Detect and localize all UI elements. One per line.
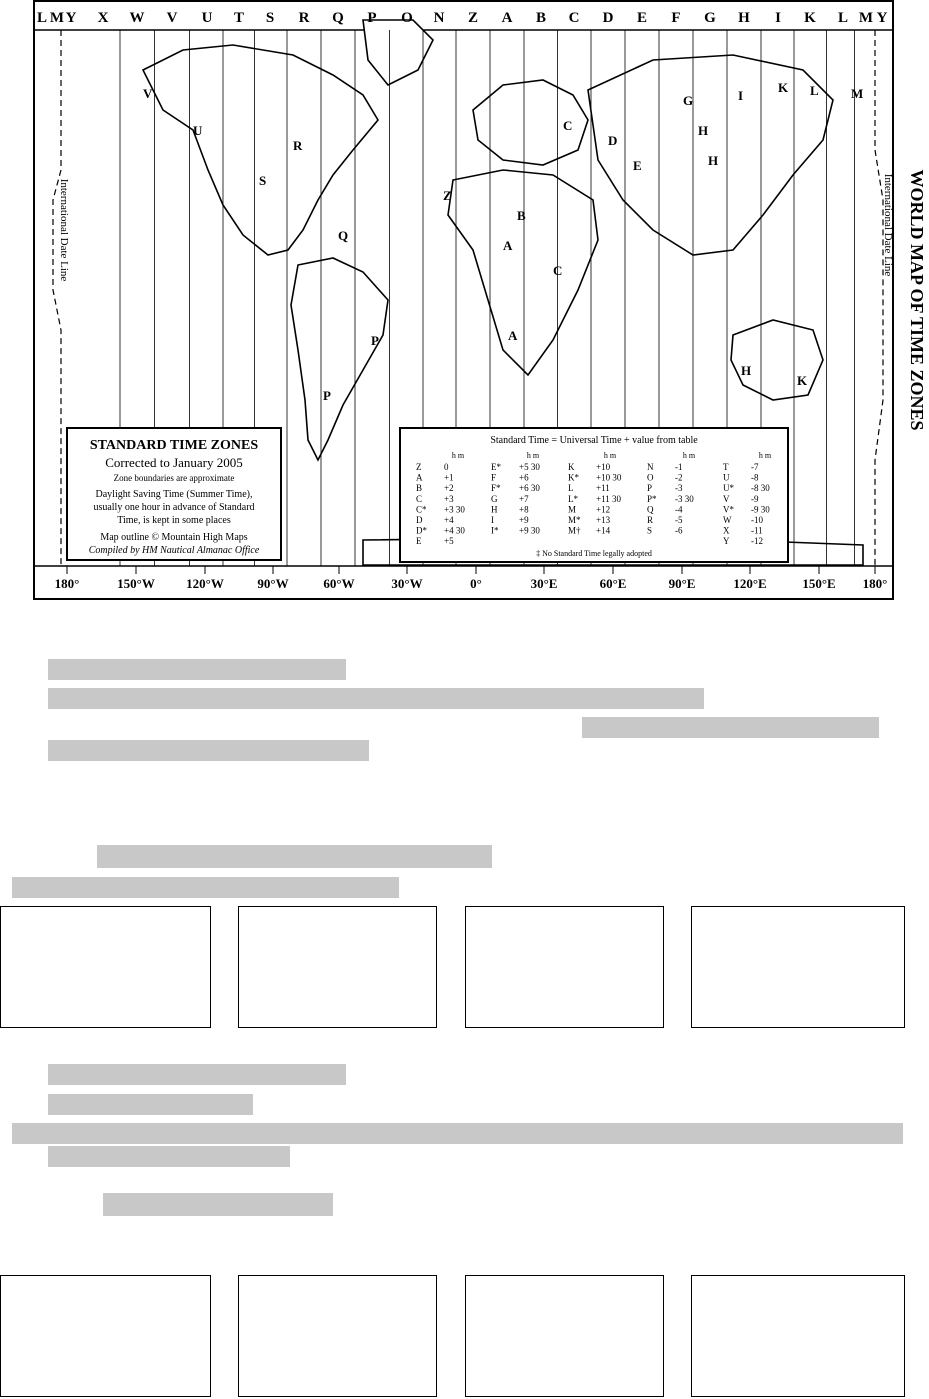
svg-text:A: A [508, 328, 518, 343]
date-line-label-right: International Date Line [882, 173, 894, 277]
table-zone-letter: G [491, 493, 498, 504]
answer-box-row1-4[interactable] [691, 906, 905, 1028]
legend-dst-line-3: Time, is kept in some places [117, 515, 231, 526]
svg-text:I: I [738, 88, 744, 103]
longitude-label: 120°W [186, 576, 224, 591]
top-zone-letter: S [265, 10, 275, 26]
top-zone-letter: Q [332, 10, 344, 26]
table-zone-offset: +6 30 [519, 483, 540, 494]
redacted-text-10 [48, 1146, 290, 1167]
top-zone-letter: I [775, 10, 781, 26]
table-zone-offset: -8 30 [751, 483, 770, 494]
top-zone-letter: L [36, 10, 48, 26]
table-zone-offset: -5 [675, 515, 683, 525]
table-zone-letter: K* [568, 472, 579, 483]
legend-offset-table [400, 428, 788, 562]
svg-text:K: K [797, 373, 808, 388]
table-zone-letter: I* [491, 525, 499, 536]
svg-text:H: H [698, 123, 709, 138]
table-zone-letter: F [491, 472, 497, 483]
table-zone-offset: +4 30 [444, 525, 465, 536]
table-zone-letter: F* [491, 483, 501, 494]
table-zone-letter: E [416, 536, 422, 547]
longitude-label: 60°W [323, 576, 355, 591]
longitude-label: 120°E [733, 576, 767, 591]
table-zone-letter: M [568, 504, 577, 515]
legend-dst-line-1: Daylight Saving Time (Summer Time), [95, 489, 253, 500]
table-hm-header: h m [682, 451, 696, 460]
longitude-label: 150°W [117, 576, 155, 591]
redacted-text-8 [48, 1094, 253, 1115]
longitude-label: 90°W [257, 576, 289, 591]
table-zone-offset: +10 [596, 462, 611, 472]
table-zone-offset: +4 [444, 515, 454, 525]
longitude-label: 0° [470, 576, 482, 591]
svg-text:Q: Q [338, 228, 349, 243]
table-zone-offset: +14 [596, 525, 611, 536]
svg-text:B: B [517, 208, 526, 223]
svg-text:P: P [371, 333, 379, 348]
map-canvas [33, 0, 929, 602]
svg-text:E: E [633, 158, 642, 173]
legend-dst-line-2: usually one hour in advance of Standard [93, 502, 255, 513]
top-zone-letter: F [671, 10, 681, 26]
redacted-text-7 [48, 1064, 346, 1085]
top-zone-letter: L [837, 10, 849, 26]
answer-box-row2-3[interactable] [465, 1275, 664, 1397]
legend-standard-time-zones [67, 428, 281, 560]
top-zone-letter: X [97, 10, 109, 26]
world-time-zone-map [33, 0, 929, 602]
table-zone-letter: Z [416, 462, 422, 472]
table-zone-offset: -9 [751, 493, 759, 504]
top-zone-letter: H [738, 10, 750, 26]
svg-text:R: R [293, 138, 303, 153]
table-zone-letter: U [723, 472, 730, 483]
table-zone-offset: -8 [751, 472, 759, 483]
redacted-text-11 [103, 1193, 333, 1216]
answer-box-row2-2[interactable] [238, 1275, 437, 1397]
table-zone-offset: +9 30 [519, 525, 540, 536]
table-zone-offset: +3 30 [444, 504, 465, 515]
svg-text:L: L [810, 83, 819, 98]
longitude-label: 30°E [530, 576, 558, 591]
top-zone-letter: R [298, 10, 310, 26]
table-zone-letter: E* [491, 462, 501, 472]
redacted-text-6 [12, 877, 399, 898]
legend-subtitle: Corrected to January 2005 [105, 455, 243, 470]
table-zone-offset: -10 [751, 515, 763, 525]
table-zone-offset: +3 [444, 493, 454, 504]
table-title: Standard Time = Universal Time + value from table [490, 435, 698, 446]
table-zone-letter: D* [416, 525, 427, 536]
table-zone-offset: -1 [675, 462, 683, 472]
longitude-label: 30°W [391, 576, 423, 591]
redacted-text-5 [97, 845, 492, 868]
table-zone-letter: L [568, 483, 574, 494]
longitude-label: 150°E [802, 576, 836, 591]
table-zone-letter: C [416, 493, 423, 504]
table-zone-offset: +7 [519, 493, 529, 504]
legend-credit-1: Map outline © Mountain High Maps [100, 532, 248, 543]
table-zone-letter: C* [416, 504, 427, 515]
svg-text:V: V [143, 86, 153, 101]
table-zone-letter: Q [647, 504, 654, 515]
table-zone-offset: -3 30 [675, 493, 694, 504]
svg-text:H: H [741, 363, 752, 378]
redacted-text-3 [582, 717, 879, 738]
svg-text:K: K [778, 80, 789, 95]
table-zone-offset: +13 [596, 515, 611, 525]
table-zone-letter: O [647, 472, 654, 483]
top-zone-letter: P [367, 10, 377, 26]
svg-text:G: G [683, 93, 694, 108]
top-zone-letter: Y [876, 10, 888, 26]
top-zone-letter: W [129, 10, 145, 26]
longitude-label: 180° [862, 576, 888, 591]
svg-text:P: P [323, 388, 331, 403]
table-zone-offset: -9 30 [751, 504, 770, 515]
longitude-label: 90°E [668, 576, 696, 591]
answer-box-row1-3[interactable] [465, 906, 664, 1028]
table-zone-offset: 0 [444, 462, 449, 472]
top-zone-letter: Y [65, 10, 77, 26]
table-zone-letter: K [568, 462, 575, 472]
top-zone-letter: A [501, 10, 513, 26]
svg-text:Z: Z [443, 188, 452, 203]
longitude-label: 60°E [599, 576, 627, 591]
table-zone-letter: W [723, 515, 732, 525]
answer-box-row1-2[interactable] [238, 906, 437, 1028]
answer-box-row2-1[interactable] [0, 1275, 211, 1397]
table-zone-letter: T [723, 462, 729, 472]
svg-text:S: S [259, 173, 267, 188]
table-zone-letter: D [416, 515, 423, 525]
svg-text:A: A [503, 238, 513, 253]
table-zone-offset: +11 [596, 483, 610, 494]
table-zone-offset: +12 [596, 504, 611, 515]
table-zone-offset: +8 [519, 504, 529, 515]
longitude-label: 180° [54, 576, 80, 591]
table-zone-letter: V [723, 493, 730, 504]
top-zone-letter: O [401, 10, 413, 26]
table-zone-offset: +2 [444, 483, 454, 494]
date-line-label-left: International Date Line [58, 178, 70, 282]
top-zone-letter: G [704, 10, 716, 26]
redacted-text-1 [48, 659, 346, 680]
svg-text:D: D [608, 133, 618, 148]
svg-text:U: U [193, 123, 203, 138]
top-zone-letter: M [858, 10, 874, 26]
table-hm-header: h m [758, 451, 772, 460]
map-side-title: WORLD MAP OF TIME ZONES [907, 169, 927, 431]
table-zone-offset: +5 30 [519, 462, 540, 472]
table-zone-letter: B [416, 483, 423, 494]
table-zone-letter: P [647, 483, 653, 494]
svg-text:C: C [553, 263, 563, 278]
table-zone-offset: +11 30 [596, 493, 621, 504]
table-zone-offset: +6 [519, 472, 529, 483]
table-zone-letter: N [647, 462, 654, 472]
table-zone-letter: M* [568, 515, 581, 525]
top-zone-letter: N [433, 10, 445, 26]
top-zone-letter: E [636, 10, 648, 26]
top-zone-letter: U [201, 10, 213, 26]
table-zone-offset: -4 [675, 504, 683, 515]
table-zone-letter: I [491, 515, 494, 525]
top-zone-letter: C [568, 10, 580, 26]
top-zone-letter: Z [467, 10, 479, 26]
table-zone-offset: -3 [675, 483, 683, 494]
table-zone-letter: L* [568, 493, 578, 504]
table-zone-letter: P* [647, 493, 657, 504]
table-zone-letter: X [723, 525, 730, 536]
top-zone-letter: B [535, 10, 547, 26]
top-zone-letter: V [166, 10, 178, 26]
table-zone-letter: R [647, 515, 654, 525]
table-zone-letter: A [416, 472, 423, 483]
table-zone-letter: M† [568, 525, 581, 536]
table-zone-letter: Y [723, 536, 730, 547]
table-zone-offset: -12 [751, 536, 763, 547]
table-zone-offset: -7 [751, 462, 759, 472]
top-zone-letter: K [804, 10, 816, 26]
table-zone-letter: V* [723, 504, 734, 515]
table-zone-letter: S [647, 525, 653, 536]
redacted-text-2 [48, 688, 704, 709]
table-hm-header: h m [603, 451, 617, 460]
redacted-text-9 [12, 1123, 903, 1144]
legend-title: STANDARD TIME ZONES [89, 438, 259, 453]
table-hm-header: h m [451, 451, 465, 460]
table-zone-offset: +9 [519, 515, 529, 525]
table-zone-offset: -6 [675, 525, 683, 536]
legend-credit-2: Compiled by HM Nautical Almanac Office [88, 545, 260, 556]
legend-approx-note: Zone boundaries are approximate [113, 473, 235, 483]
table-zone-letter: U* [723, 483, 734, 494]
redacted-text-4 [48, 740, 369, 761]
table-zone-offset: +1 [444, 472, 454, 483]
table-hm-header: h m [526, 451, 540, 460]
table-zone-offset: -2 [675, 472, 683, 483]
svg-text:C: C [563, 118, 573, 133]
table-footnote: ‡ No Standard Time legally adopted [536, 549, 652, 558]
svg-text:H: H [708, 153, 719, 168]
table-zone-offset: -11 [751, 525, 763, 536]
top-zone-letter: T [233, 10, 245, 26]
svg-text:M: M [851, 86, 864, 101]
table-zone-offset: +5 [444, 536, 454, 547]
top-zone-letter: M [49, 10, 65, 26]
top-zone-letter: D [602, 10, 614, 26]
answer-box-row1-1[interactable] [0, 906, 211, 1028]
table-zone-letter: H [491, 504, 498, 515]
answer-box-row2-4[interactable] [691, 1275, 905, 1397]
table-zone-offset: +10 30 [596, 472, 622, 483]
